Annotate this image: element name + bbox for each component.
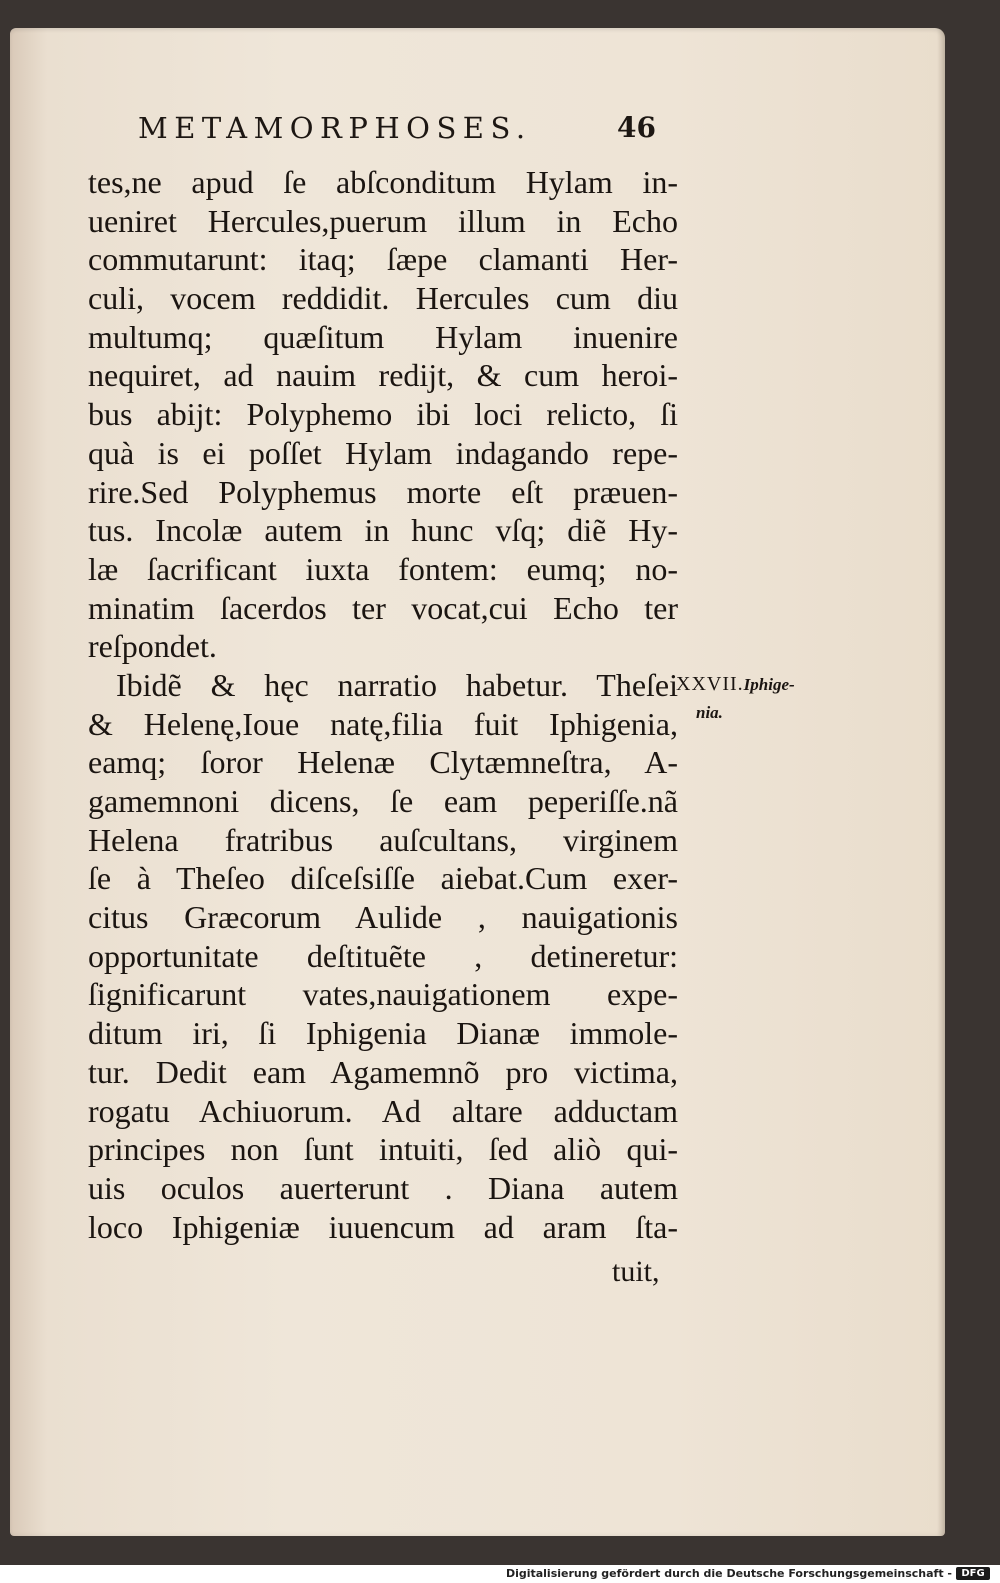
page-number: 46 — [617, 111, 656, 144]
text-line: rogatu Achiuorum. Ad altare adductam — [88, 1092, 678, 1129]
marginal-note-continuation: nia. — [696, 703, 723, 722]
text-line: eamq; ſoror Helenæ Clytæmneſtra, A- — [88, 744, 678, 781]
text-line: nequiret, ad nauim redijt, & cum heroi- — [88, 357, 678, 394]
marginal-note — [676, 667, 836, 724]
funding-credit: Digitalisierung gefördert durch die Deutsche Forschungsgemeinschaft - — [505, 1567, 952, 1580]
text-line: Helena fratribus auſcultans, virginem — [88, 821, 678, 858]
text-line: loco Iphigeniæ iuuencum ad aram ſta- — [88, 1208, 678, 1245]
text-line: culi, vocem reddidit. Hercules cum diu — [88, 280, 678, 317]
dfg-logo: DFG — [956, 1567, 990, 1580]
running-head-title: METAMORPHOSES. — [138, 111, 532, 145]
text-line: & Helenę,Ioue natę,filia fuit Iphigenia, — [88, 705, 678, 742]
marginal-note-number: XXVII. — [676, 673, 744, 695]
text-line: commutarunt: itaq; ſæpe clamanti Her- — [88, 241, 678, 278]
text-line: quà is ei poſſet Hylam indagando repe- — [88, 434, 678, 471]
text-line: Ibidẽ & hęc narratio habetur. Theſei — [116, 666, 678, 703]
text-line: principes non ſunt intuiti, ſed aliò qui- — [88, 1131, 678, 1168]
footer-bar — [0, 1565, 1000, 1583]
page-edge-shadow — [937, 28, 945, 1536]
text-line: rire.Sed Polyphemus morte eſt præuen- — [88, 473, 678, 510]
text-line: reſpondet. — [88, 628, 217, 665]
text-line: ueniret Hercules,puerum illum in Echo — [88, 202, 678, 239]
text-line: minatim ſacerdos ter vocat,cui Echo ter — [88, 589, 678, 626]
text-line: læ ſacrificant iuxta fontem: eumq; no- — [88, 550, 678, 587]
text-line: tus. Incolæ autem in hunc vſq; diẽ Hy- — [88, 512, 678, 549]
text-line: gamemnoni dicens, ſe eam peperiſſe.nã — [88, 783, 678, 819]
marginal-note-title: Iphige- — [743, 675, 795, 694]
running-head — [128, 103, 668, 153]
text-line: multumq; quæſitum Hylam inuenire — [88, 318, 678, 355]
text-line: ſe à Theſeo diſceſsiſſe aiebat.Cum exer- — [88, 860, 678, 897]
body-text — [88, 163, 678, 1246]
text-line: opportunitate deſtituẽte , detineretur: — [88, 937, 678, 974]
text-line: ditum iri, ſi Iphigenia Dianæ immole- — [88, 1015, 678, 1052]
text-line: tes,ne apud ſe abſconditum Hylam in- — [88, 164, 678, 200]
text-line: tur. Dedit eam Agamemnõ pro victima, — [88, 1053, 678, 1090]
text-line: uis oculos auerterunt . Diana autem — [88, 1169, 678, 1206]
catchword: tuit, — [612, 1255, 660, 1288]
text-line: ſignificarunt vates,nauigationem expe- — [88, 976, 678, 1013]
marginal-note-line — [676, 667, 836, 702]
text-line: citus Græcorum Aulide , nauigationis — [88, 899, 678, 936]
text-line: bus abijt: Polyphemo ibi loci relicto, ſi — [88, 396, 678, 433]
